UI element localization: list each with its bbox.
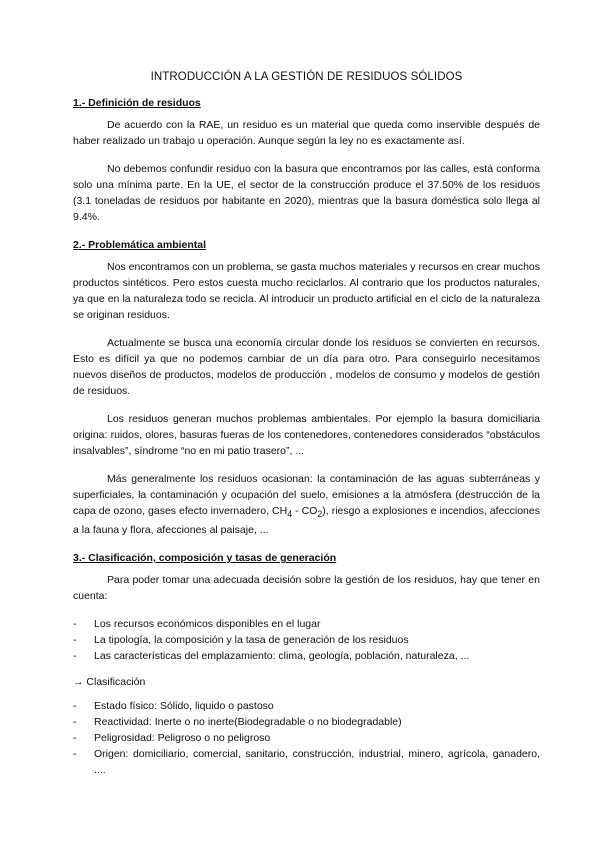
- section-2-paragraph-4: [73, 471, 540, 538]
- dash-bullet: -: [73, 700, 77, 713]
- list-item: - Peligrosidad: Peligroso o no peligroso: [73, 732, 271, 745]
- section-3-paragraph-1: Para poder tomar una adecuada decisión sobre la gestión de los residuos, hay que tener en cuenta:: [73, 574, 540, 603]
- list-item: - Las características del emplazamiento: clima, geología, población, naturaleza, ...: [73, 650, 470, 663]
- dash-bullet: -: [73, 618, 77, 631]
- section-1-heading: 1.- Definición de residuos: [73, 97, 201, 109]
- classification-list: [73, 698, 540, 778]
- dash-bullet: -: [73, 650, 77, 663]
- list-item: - Estado físico: Sólido, liquido o pastoso: [73, 700, 274, 713]
- paragraph-4-part-c: ), riesgo a explosiones e incendios, afecciones a la fauna y flora, afecciones al paisaje, ...: [73, 505, 540, 537]
- section-1-paragraph-2: No debemos confundir residuo con la basura que encontramos por las calles, está conforma solo una mínima parte. En la UE, el sector de la construcción produce el 37.50% de los residuos (3.1 toneladas de residuos por habitante en 2020), mientras que la basura doméstica solo llega al 9.4%.: [73, 163, 540, 223]
- list-item: - Origen: domiciliario, comercial, sanitario, construcción, industrial, minero, agrícola, ganadero, ....: [73, 748, 540, 777]
- section-3-heading: 3.- Clasificación, composición y tasas de generación: [73, 552, 337, 565]
- section-2-paragraph-3: Los residuos generan muchos problemas ambientales. Por ejemplo la basura domiciliaria origina: ruidos, olores, basuras fueras de los contenedores, contenedores considerados “obstáculos insalvables”, síndrome “no en mi patio trasero”, ...: [73, 413, 540, 457]
- section-2-paragraph-1: Nos encontramos con un problema, se gasta muchos materiales y recursos en crear muchos productos sintéticos. Pero estos cuesta mucho reciclarlos. Al contrario que los productos naturales, ya que en la naturaleza todo se recicla. Al introducir un producto artificial en el ciclo de la naturaleza se originan residuos.: [73, 261, 540, 321]
- dash-bullet: -: [73, 732, 77, 745]
- section-2-heading: 2.- Problemática ambiental: [73, 239, 207, 251]
- section-1-paragraph-1: De acuerdo con la RAE, un residuo es un material que queda como inservible después de haber realizado un trabajo u operación. Aunque según la ley no es exactamente así.: [73, 119, 540, 147]
- classification-label: → Clasificación: [73, 676, 146, 689]
- list-item: - La tipología, la composición y la tasa de generación de los residuos: [73, 634, 409, 647]
- dash-bullet: -: [73, 634, 77, 647]
- considerations-list: [73, 616, 540, 664]
- dash-bullet: -: [73, 748, 77, 761]
- ch4-subscript: 4: [287, 509, 293, 520]
- paragraph-4-part-b: - CO: [292, 505, 318, 517]
- paragraph-4-part-a: Más generalmente los residuos ocasionan: la contaminación de las aguas subterráneas y superficiales, la contaminación y ocupación del suelo, emisiones a la atmósfera (destrucción de la capa de ozono, gases efecto invernadero, CH: [73, 473, 540, 517]
- list-item: - Reactividad: Inerte o no inerte(Biodegradable o no biodegradable): [73, 716, 402, 729]
- section-2-paragraph-2: Actualmente se busca una economía circular donde los residuos se convierten en recursos. Esto es difícil ya que no podemos cambiar de un día para otro. Para conseguirlo necesitamos nuevos diseños de productos, modelos de producción , modelos de consumo y modelos de gestión de residuos.: [73, 337, 540, 397]
- co2-subscript: 2: [317, 509, 323, 520]
- document-title: INTRODUCCIÓN A LA GESTIÓN DE RESIDUOS SÓLIDOS: [150, 71, 463, 83]
- list-item: - Los recursos económicos disponibles en el lugar: [73, 618, 321, 631]
- dash-bullet: -: [73, 716, 77, 729]
